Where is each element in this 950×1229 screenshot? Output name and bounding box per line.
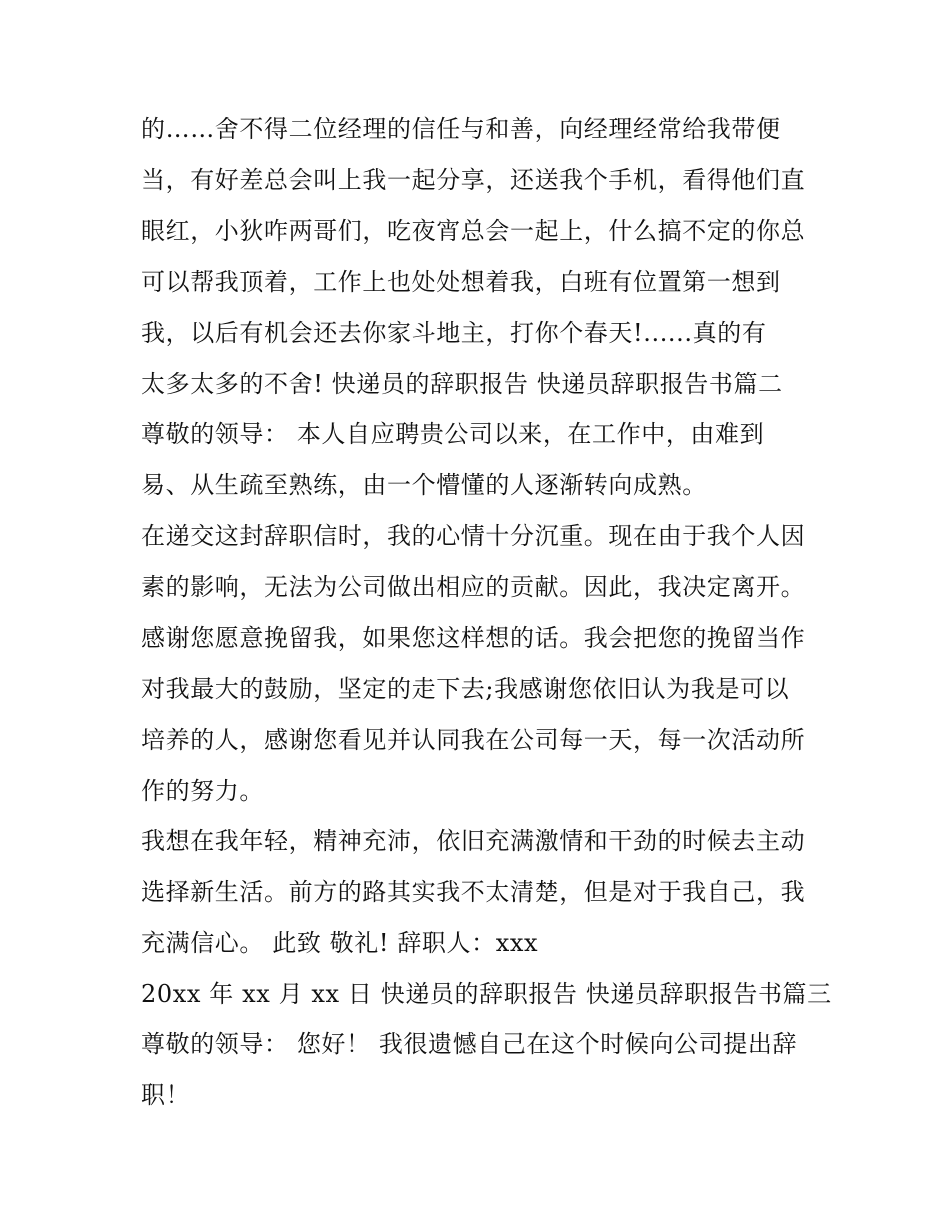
text-line: 感谢您愿意挽留我，如果您这样想的话。我会把您的挽留当作 <box>141 624 806 652</box>
text-line: 作的努力。 <box>141 777 264 805</box>
text-line: 素的影响，无法为公司做出相应的贡献。因此，我决定离开。 <box>141 573 806 601</box>
text-line: 选择新生活。前方的路其实我不太清楚，但是对于我自己，我 <box>141 878 806 906</box>
text-line: 可以帮我顶着，工作上也处处想着我，白班有位置第一想到 <box>141 268 781 296</box>
text-line: 职！ <box>141 1081 191 1109</box>
text-line: 当，有好差总会叫上我一起分享，还送我个手机，看得他们直 <box>141 166 806 194</box>
text-line: 培养的人，感谢您看见并认同我在公司每一天，每一次活动所 <box>141 726 806 754</box>
text-line: 易、从生疏至熟练，由一个懵懂的人逐渐转向成熟。 <box>141 471 707 499</box>
text-line: 太多太多的不舍! 快递员的辞职报告 快递员辞职报告书篇二 <box>141 370 783 398</box>
text-line: 充满信心。 此致 敬礼! 辞职人：xxx <box>141 929 539 957</box>
text-line: 尊敬的领导： 本人自应聘贵公司以来，在工作中，由难到 <box>141 420 765 448</box>
text-line: 20xx 年 xx 月 xx 日 快递员的辞职报告 快递员辞职报告书篇三 <box>141 980 832 1008</box>
text-line: 在递交这封辞职信时，我的心情十分沉重。现在由于我个人因 <box>141 522 806 550</box>
text-line: 对我最大的鼓励，坚定的走下去;我感谢您依旧认为我是可以 <box>141 675 790 703</box>
text-line: 尊敬的领导： 您好！ 我很遗憾自己在这个时候向公司提出辞 <box>141 1030 798 1058</box>
text-line: 我想在我年轻，精神充沛，依旧充满激情和干劲的时候去主动 <box>141 827 806 855</box>
text-line: 我，以后有机会还去你家斗地主，打你个春天!......真的有 <box>141 319 767 347</box>
text-line: 的……舍不得二位经理的信任与和善，向经理经常给我带便 <box>141 115 781 143</box>
text-line: 眼红，小狄咋两哥们，吃夜宵总会一起上，什么搞不定的你总 <box>141 217 806 245</box>
